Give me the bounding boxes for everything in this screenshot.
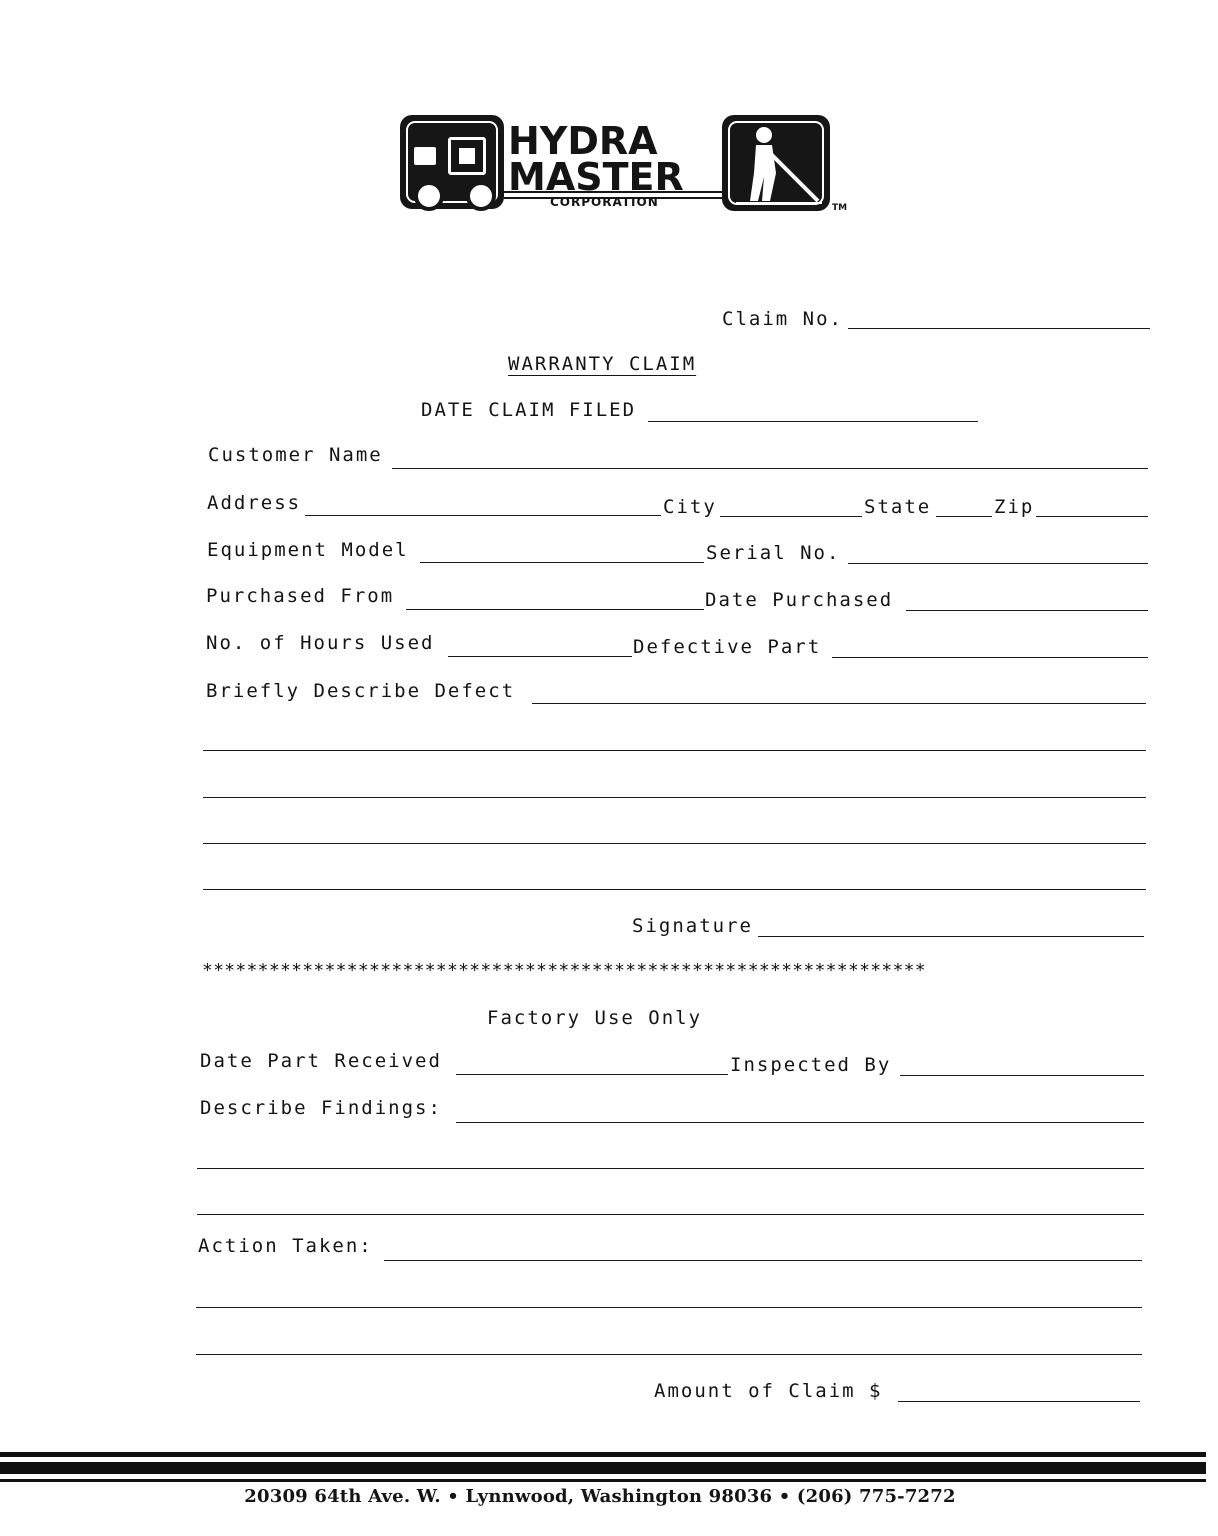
amount-of-claim-label: Amount of Claim $	[654, 1380, 883, 1402]
city-field[interactable]	[720, 516, 862, 517]
hours-used-field[interactable]	[448, 656, 632, 657]
inspected-by-label: Inspected By	[730, 1054, 892, 1076]
inspected-by-field[interactable]	[900, 1075, 1144, 1076]
date-purchased-label: Date Purchased	[705, 589, 894, 611]
describe-findings-line-3[interactable]	[197, 1214, 1144, 1215]
city-label: City	[663, 496, 717, 518]
address-field[interactable]	[305, 515, 661, 516]
claim-no-label: Claim No.	[722, 308, 843, 330]
date-claim-filed-label: DATE CLAIM FILED	[421, 399, 637, 421]
describe-defect-label: Briefly Describe Defect	[206, 680, 516, 702]
defective-part-label: Defective Part	[633, 636, 822, 658]
customer-name-field[interactable]	[392, 468, 1148, 469]
claim-no-field[interactable]	[848, 328, 1150, 329]
describe-defect-line-5[interactable]	[203, 889, 1146, 890]
describe-findings-field[interactable]	[456, 1122, 1144, 1123]
purchased-from-field[interactable]	[406, 609, 704, 610]
defective-part-field[interactable]	[832, 657, 1148, 658]
footer-address: 20309 64th Ave. W. • Lynnwood, Washington 98036 • (206) 775-7272	[244, 1486, 956, 1507]
equipment-model-label: Equipment Model	[207, 539, 409, 561]
equipment-model-field[interactable]	[420, 562, 704, 563]
date-part-received-label: Date Part Received	[200, 1050, 442, 1072]
signature-field[interactable]	[758, 936, 1144, 937]
serial-no-field[interactable]	[848, 563, 1148, 564]
action-taken-line-2[interactable]	[196, 1307, 1142, 1308]
action-taken-label: Action Taken:	[198, 1235, 373, 1257]
purchased-from-label: Purchased From	[206, 585, 395, 607]
logo-wordmark	[508, 119, 724, 199]
state-label: State	[864, 496, 932, 518]
hours-used-label: No. of Hours Used	[206, 632, 435, 654]
describe-defect-line-3[interactable]	[203, 797, 1146, 798]
describe-findings-line-2[interactable]	[197, 1168, 1144, 1169]
footer-rule-1	[0, 1452, 1206, 1457]
carpet-cleaner-icon	[722, 115, 830, 211]
signature-label: Signature	[632, 915, 753, 937]
factory-use-heading: Factory Use Only	[487, 1007, 703, 1029]
date-purchased-field[interactable]	[906, 610, 1148, 611]
date-claim-filed-field[interactable]	[648, 421, 978, 422]
describe-defect-line-2[interactable]	[203, 750, 1146, 751]
zip-field[interactable]	[1036, 516, 1148, 517]
amount-of-claim-field[interactable]	[898, 1401, 1140, 1402]
asterisk-separator: *****************************************************************	[202, 960, 926, 981]
customer-name-label: Customer Name	[208, 444, 383, 466]
logo-line-1: HYDRA	[508, 119, 658, 163]
state-field[interactable]	[936, 516, 992, 517]
serial-no-label: Serial No.	[706, 542, 841, 564]
date-part-received-field[interactable]	[456, 1074, 728, 1075]
describe-defect-line-4[interactable]	[203, 843, 1146, 844]
logo-corporation: CORPORATION	[550, 195, 659, 209]
action-taken-line-3[interactable]	[196, 1354, 1142, 1355]
describe-findings-label: Describe Findings:	[200, 1097, 442, 1119]
form-title: WARRANTY CLAIM	[508, 353, 697, 375]
address-label: Address	[207, 492, 302, 514]
hydramaster-logo	[400, 113, 852, 217]
describe-defect-field[interactable]	[532, 703, 1146, 704]
logo-trademark: TM	[832, 203, 848, 213]
footer-rule-3	[0, 1479, 1206, 1482]
van-icon	[400, 115, 504, 209]
footer-rule-2	[0, 1462, 1206, 1474]
zip-label: Zip	[994, 496, 1035, 518]
action-taken-field[interactable]	[384, 1260, 1142, 1261]
logo-line-2: MASTER	[508, 155, 684, 199]
